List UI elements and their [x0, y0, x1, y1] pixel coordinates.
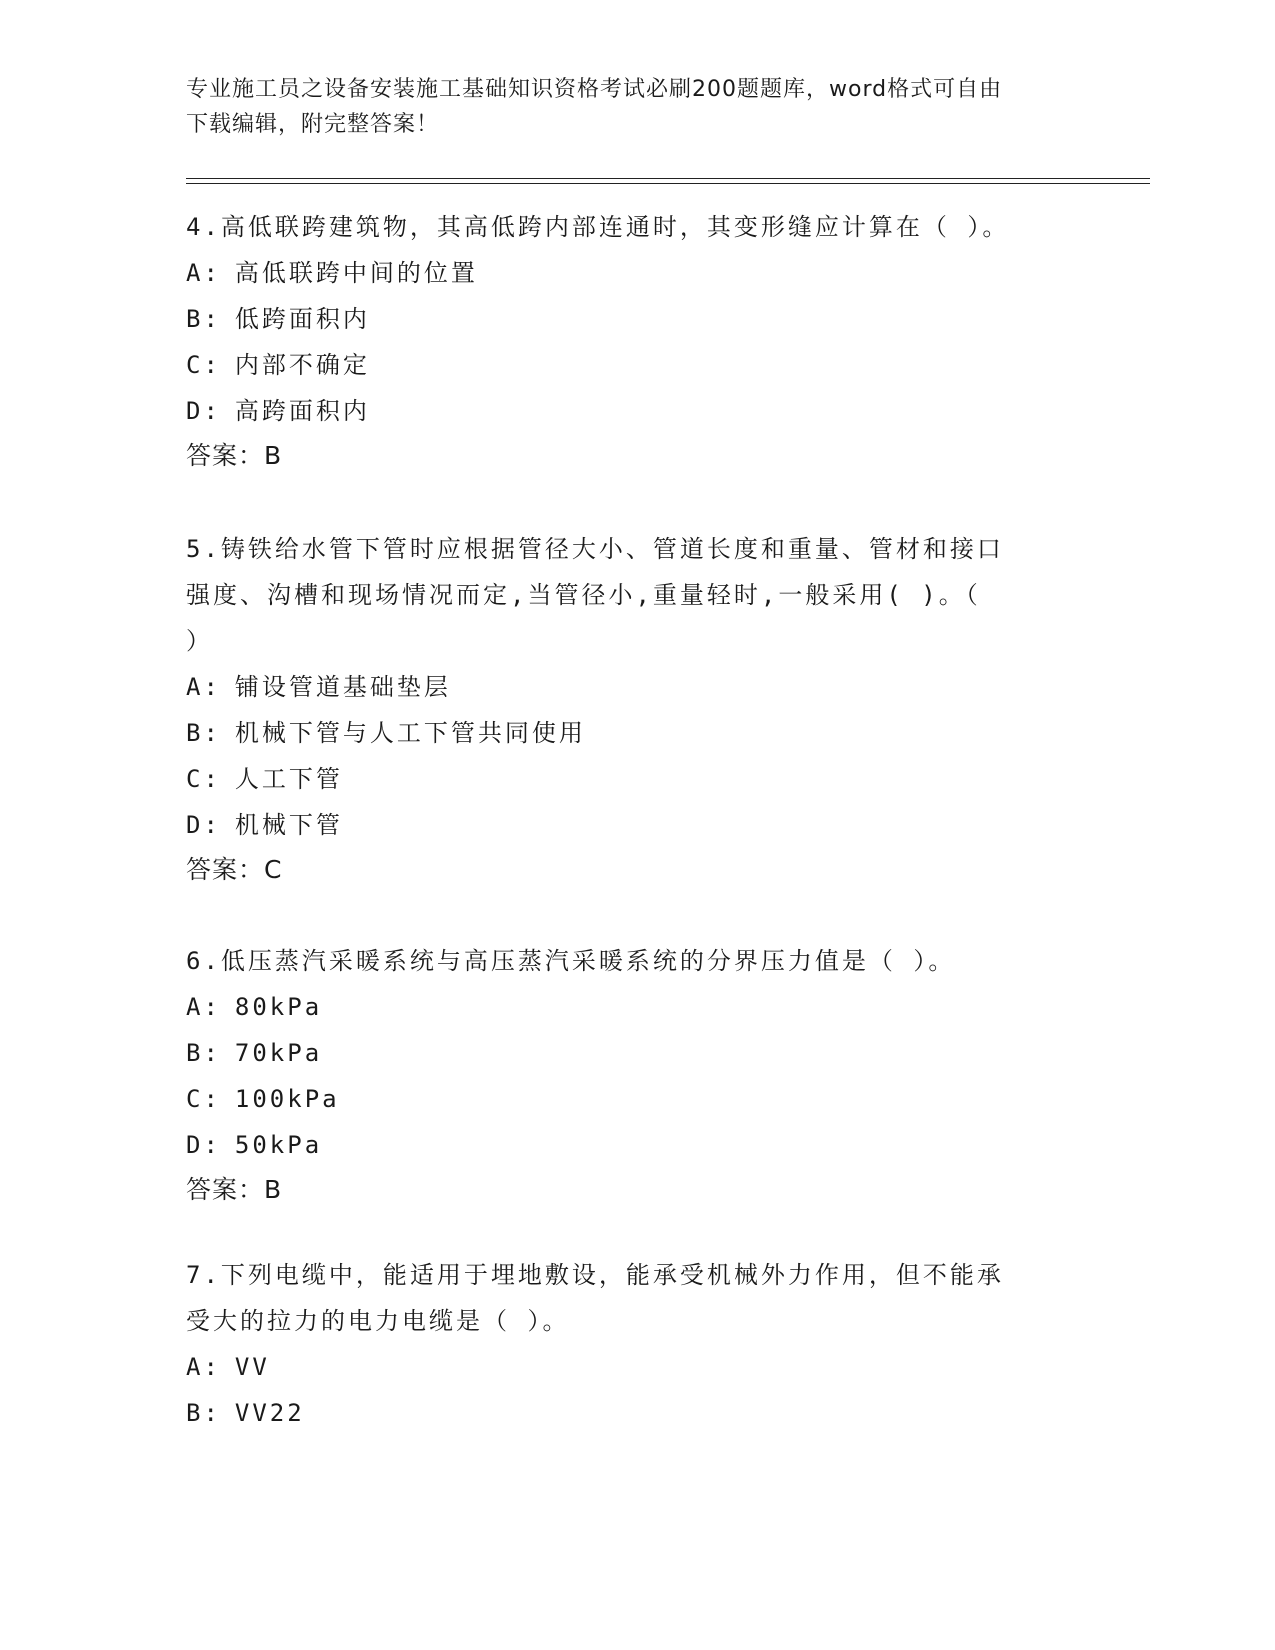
document-header: [186, 72, 1066, 142]
header-line-1: 专业施工员之设备安装施工基础知识资格考试必刷200题题库，word格式可自由: [186, 77, 1003, 102]
option-key: A:: [186, 993, 221, 1021]
question-stem-line-1: 5.铸铁给水管下管时应根据管径大小、管道长度和重量、管材和接口: [186, 535, 1004, 563]
option-a: [186, 250, 1066, 296]
option-key: A:: [186, 673, 221, 701]
question-4: [186, 204, 1066, 478]
option-text: 铺设管道基础垫层: [234, 673, 451, 701]
option-text: VV22: [234, 1399, 305, 1427]
option-key: B:: [186, 1399, 221, 1427]
option-text: 人工下管: [234, 765, 343, 793]
option-key: D:: [186, 1131, 221, 1159]
option-text: 机械下管与人工下管共同使用: [234, 719, 586, 747]
answer-label: 答案：C: [186, 855, 283, 884]
question-stem: 4.高低联跨建筑物，其高低跨内部连通时，其变形缝应计算在（ ）。: [186, 213, 1010, 241]
option-text: 70kPa: [234, 1039, 323, 1067]
option-text: 高跨面积内: [234, 397, 370, 425]
question-5: [186, 526, 1066, 892]
option-text: 80kPa: [234, 993, 323, 1021]
option-text: 50kPa: [234, 1131, 323, 1159]
question-stem-line-2: 受大的拉力的电力电缆是（ ）。: [186, 1307, 570, 1335]
option-d: [186, 1122, 1066, 1168]
option-key: C:: [186, 765, 221, 793]
header-divider-top: [186, 178, 1150, 179]
option-b: [186, 296, 1066, 342]
option-text: 机械下管: [234, 811, 343, 839]
option-key: B:: [186, 1039, 221, 1067]
option-a: [186, 664, 1066, 710]
option-text: 低跨面积内: [234, 305, 370, 333]
question-6: [186, 938, 1066, 1212]
question-7: [186, 1252, 1066, 1436]
header-divider-bottom: [186, 183, 1150, 184]
option-a: [186, 984, 1066, 1030]
header-line-2: 下载编辑，附完整答案！: [186, 112, 440, 137]
option-key: B:: [186, 305, 221, 333]
answer-label: 答案：B: [186, 1175, 283, 1204]
question-stem-line-3: ）: [186, 627, 213, 655]
option-key: C:: [186, 351, 221, 379]
option-key: A:: [186, 259, 221, 287]
option-key: B:: [186, 719, 221, 747]
option-text: 高低联跨中间的位置: [234, 259, 478, 287]
option-b: [186, 1390, 1066, 1436]
option-b: [186, 1030, 1066, 1076]
option-text: 内部不确定: [234, 351, 370, 379]
option-c: [186, 1076, 1066, 1122]
question-stem-line-1: 7.下列电缆中，能适用于埋地敷设，能承受机械外力作用，但不能承: [186, 1261, 1004, 1289]
question-stem: 6.低压蒸汽采暖系统与高压蒸汽采暖系统的分界压力值是（ ）。: [186, 947, 956, 975]
option-key: C:: [186, 1085, 221, 1113]
option-key: A:: [186, 1353, 221, 1381]
question-stem-line-2: 强度、沟槽和现场情况而定,当管径小,重量轻时,一般采用( )。（: [186, 581, 981, 609]
option-text: 100kPa: [234, 1085, 340, 1113]
option-b: [186, 710, 1066, 756]
answer-label: 答案：B: [186, 441, 283, 470]
option-key: D:: [186, 811, 221, 839]
option-d: [186, 802, 1066, 848]
option-a: [186, 1344, 1066, 1390]
option-c: [186, 342, 1066, 388]
option-text: VV: [234, 1353, 270, 1381]
option-key: D:: [186, 397, 221, 425]
option-d: [186, 388, 1066, 434]
option-c: [186, 756, 1066, 802]
